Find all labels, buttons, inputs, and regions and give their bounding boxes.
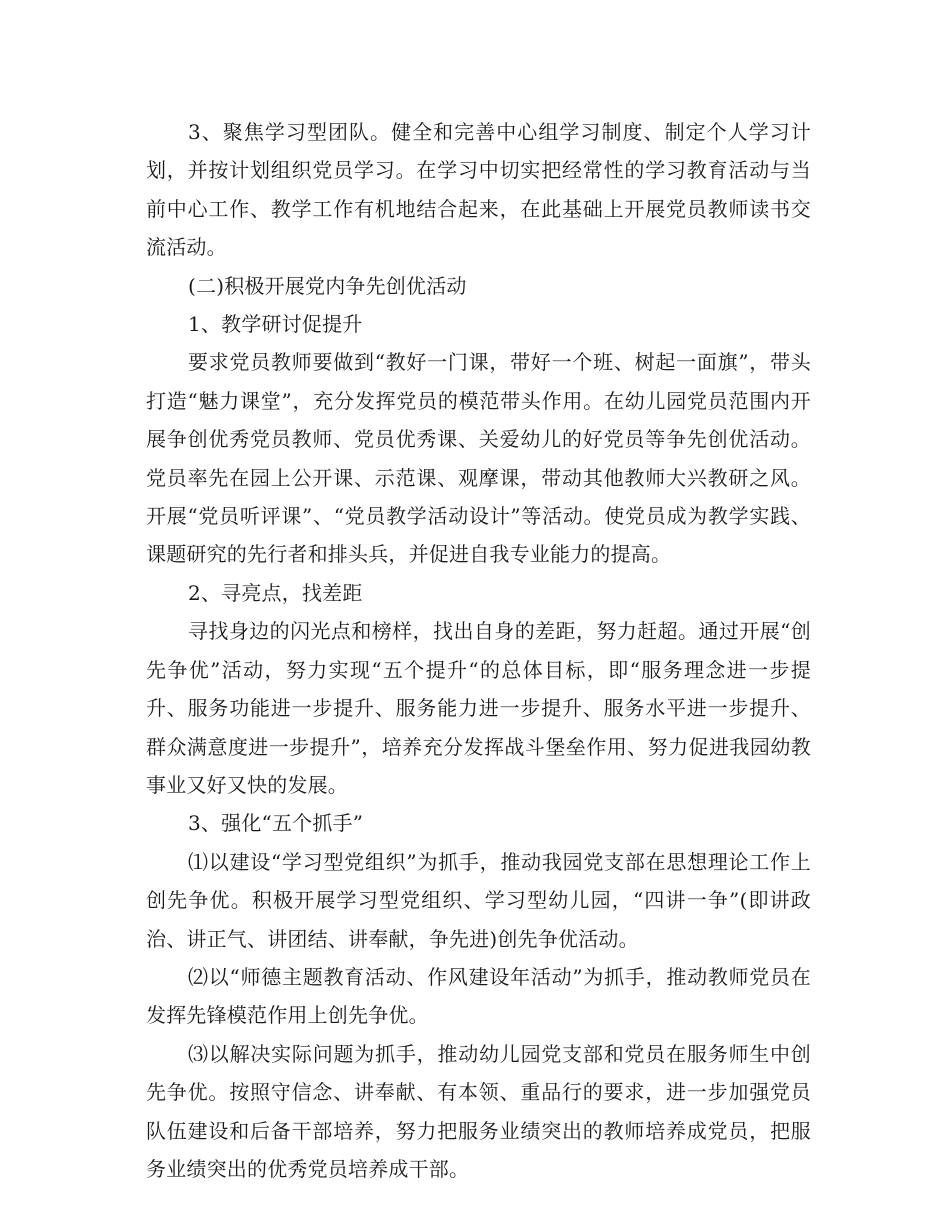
paragraph-handle-2: ⑵以“师德主题教育活动、作风建设年活动”为抓手，推动教师党员在发挥先锋模范作用上创先争优。 xyxy=(146,964,811,1028)
paragraph-learning-team: 3、聚焦学习型团队。健全和完善中心组学习制度、制定个人学习计划，并按计划组织党员学习。在学习中切实把经常性的学习教育活动与当前中心工作、教学工作有机地结合起来，在此基础上开展党员教师读书交流活动。 xyxy=(146,120,811,260)
document-body xyxy=(146,113,811,1188)
paragraph-teaching-research: 要求党员教师要做到“教好一门课，带好一个班、树起一面旗”，带头打造“魅力课堂”，充分发挥党员的模范带头作用。在幼儿园党员范围内开展争创优秀党员教师、党员优秀课、关爱幼儿的好党员等争先创优活动。党员率先在园上公开课、示范课、观摩课，带动其他教师大兴教研之风。开展“党员听评课”、“党员教学活动设计”等活动。使党员成为教学实践、课题研究的先行者和排头兵，并促进自我专业能力的提高。 xyxy=(146,350,811,567)
subheading-five-handles: 3、强化“五个抓手” xyxy=(188,811,364,836)
paragraph-handle-3: ⑶以解决实际问题为抓手，推动幼儿园党支部和党员在服务师生中创先争优。按照守信念、讲奉献、有本领、重品行的要求，进一步加强党员队伍建设和后备干部培养，努力把服务业绩突出的教师培养成党员，把服务业绩突出的优秀党员培养成干部。 xyxy=(146,1041,811,1181)
subheading-teaching-research: 1、教学研讨促提升 xyxy=(188,312,363,337)
paragraph-handle-1: ⑴以建设“学习型党组织”为抓手，推动我园党支部在思想理论工作上创先争优。积极开展学习型党组织、学习型幼儿园，“四讲一争”(即讲政治、讲正气、讲团结、讲奉献，争先进)创先争优活动。 xyxy=(146,849,811,951)
paragraph-find-highlights: 寻找身边的闪光点和榜样，找出自身的差距，努力赶超。通过开展“创先争优”活动，努力实现“五个提升“的总体目标，即“服务理念进一步提升、服务功能进一步提升、服务能力进一步提升、服务水平进一步提升、群众满意度进一步提升”，培养充分发挥战斗堡垒作用、努力促进我园幼教事业又好又快的发展。 xyxy=(146,619,811,797)
section-heading-competition: (二)积极开展党内争先创优活动 xyxy=(188,273,467,298)
subheading-find-highlights: 2、寻亮点，找差距 xyxy=(188,580,363,605)
